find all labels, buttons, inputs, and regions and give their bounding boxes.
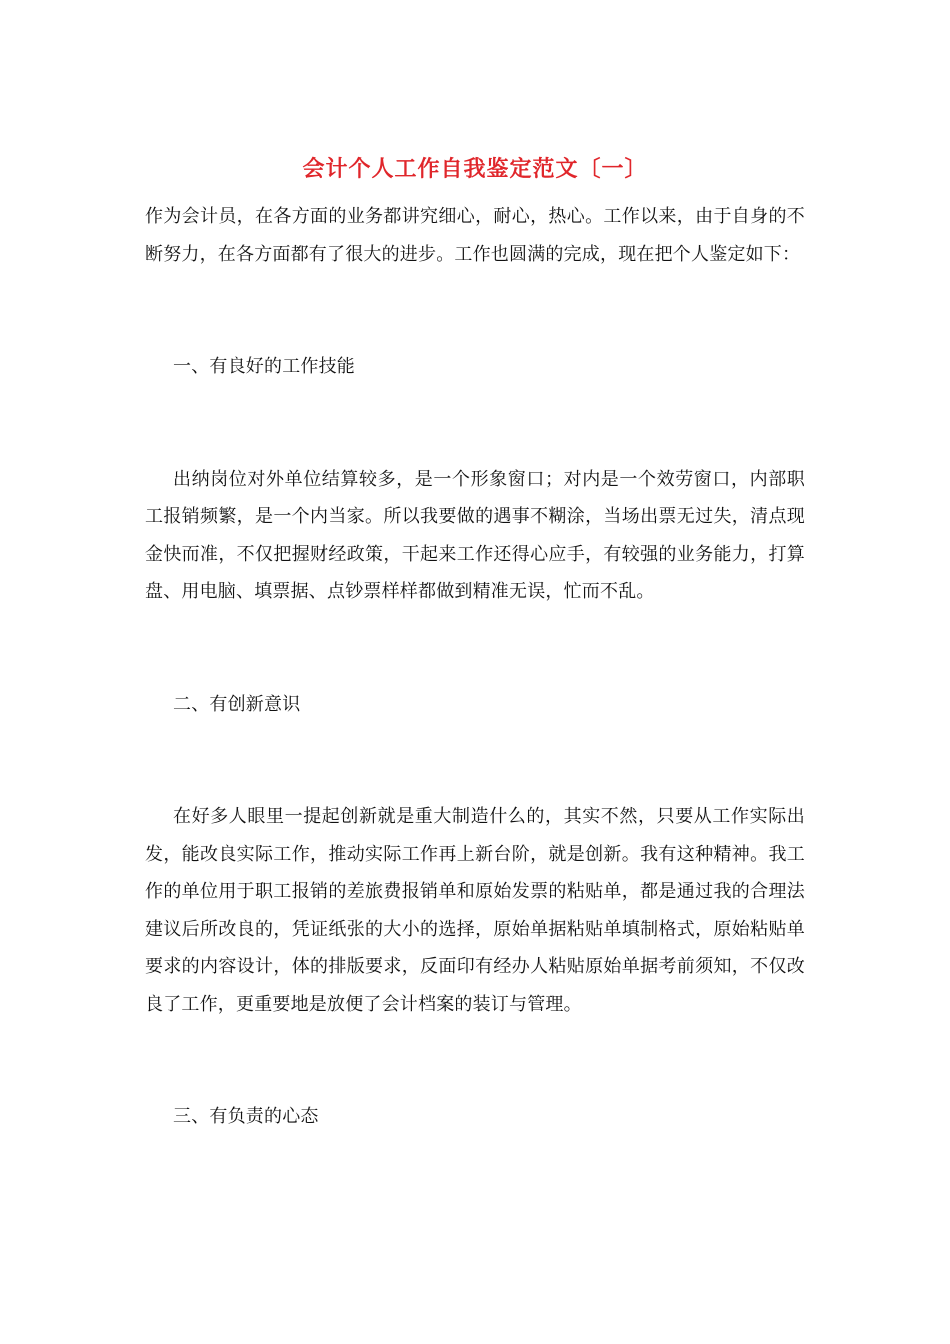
document-title: 会计个人工作自我鉴定范文〔一〕 — [302, 157, 648, 182]
section-body-1: 出纳岗位对外单位结算较多，是一个形象窗口；对内是一个效劳窗口，内部职工报销频繁，是一个内当家。所以我要做的遇事不糊涂，当场出票无过失，清点现金快而准，不仅把握财经政策，干起来工作还得心应手，有较强的业务能力，打算盘、用电脑、填票据、点钞票样样都做到精准无误，忙而不乱。 — [145, 468, 805, 602]
section-body-2: 在好多人眼里一提起创新就是重大制造什么的，其实不然，只要从工作实际出发，能改良实际工作，推动实际工作再上新台阶，就是创新。我有这种精神。我工作的单位用于职工报销的差旅费报销单和原始发票的粘贴单，都是通过我的合理法建议后所改良的，凭证纸张的大小的选择，原始单据粘贴单填制格式，原始粘贴单要求的内容设计，体的排版要求，反面印有经办人粘贴原始单据考前须知，不仅改良了工作，更重要地是放便了会计档案的装订与管理。 — [145, 806, 805, 1015]
intro-paragraph: 作为会计员，在各方面的业务都讲究细心，耐心，热心。工作以来，由于自身的不断努力，在各方面都有了很大的进步。工作也圆满的完成，现在把个人鉴定如下： — [145, 206, 805, 265]
section-heading-2: 二、有创新意识 — [173, 693, 301, 715]
document-content — [145, 150, 805, 1211]
section-heading-3: 三、有负责的心态 — [173, 1106, 319, 1127]
section-heading-1: 一、有良好的工作技能 — [173, 356, 355, 377]
